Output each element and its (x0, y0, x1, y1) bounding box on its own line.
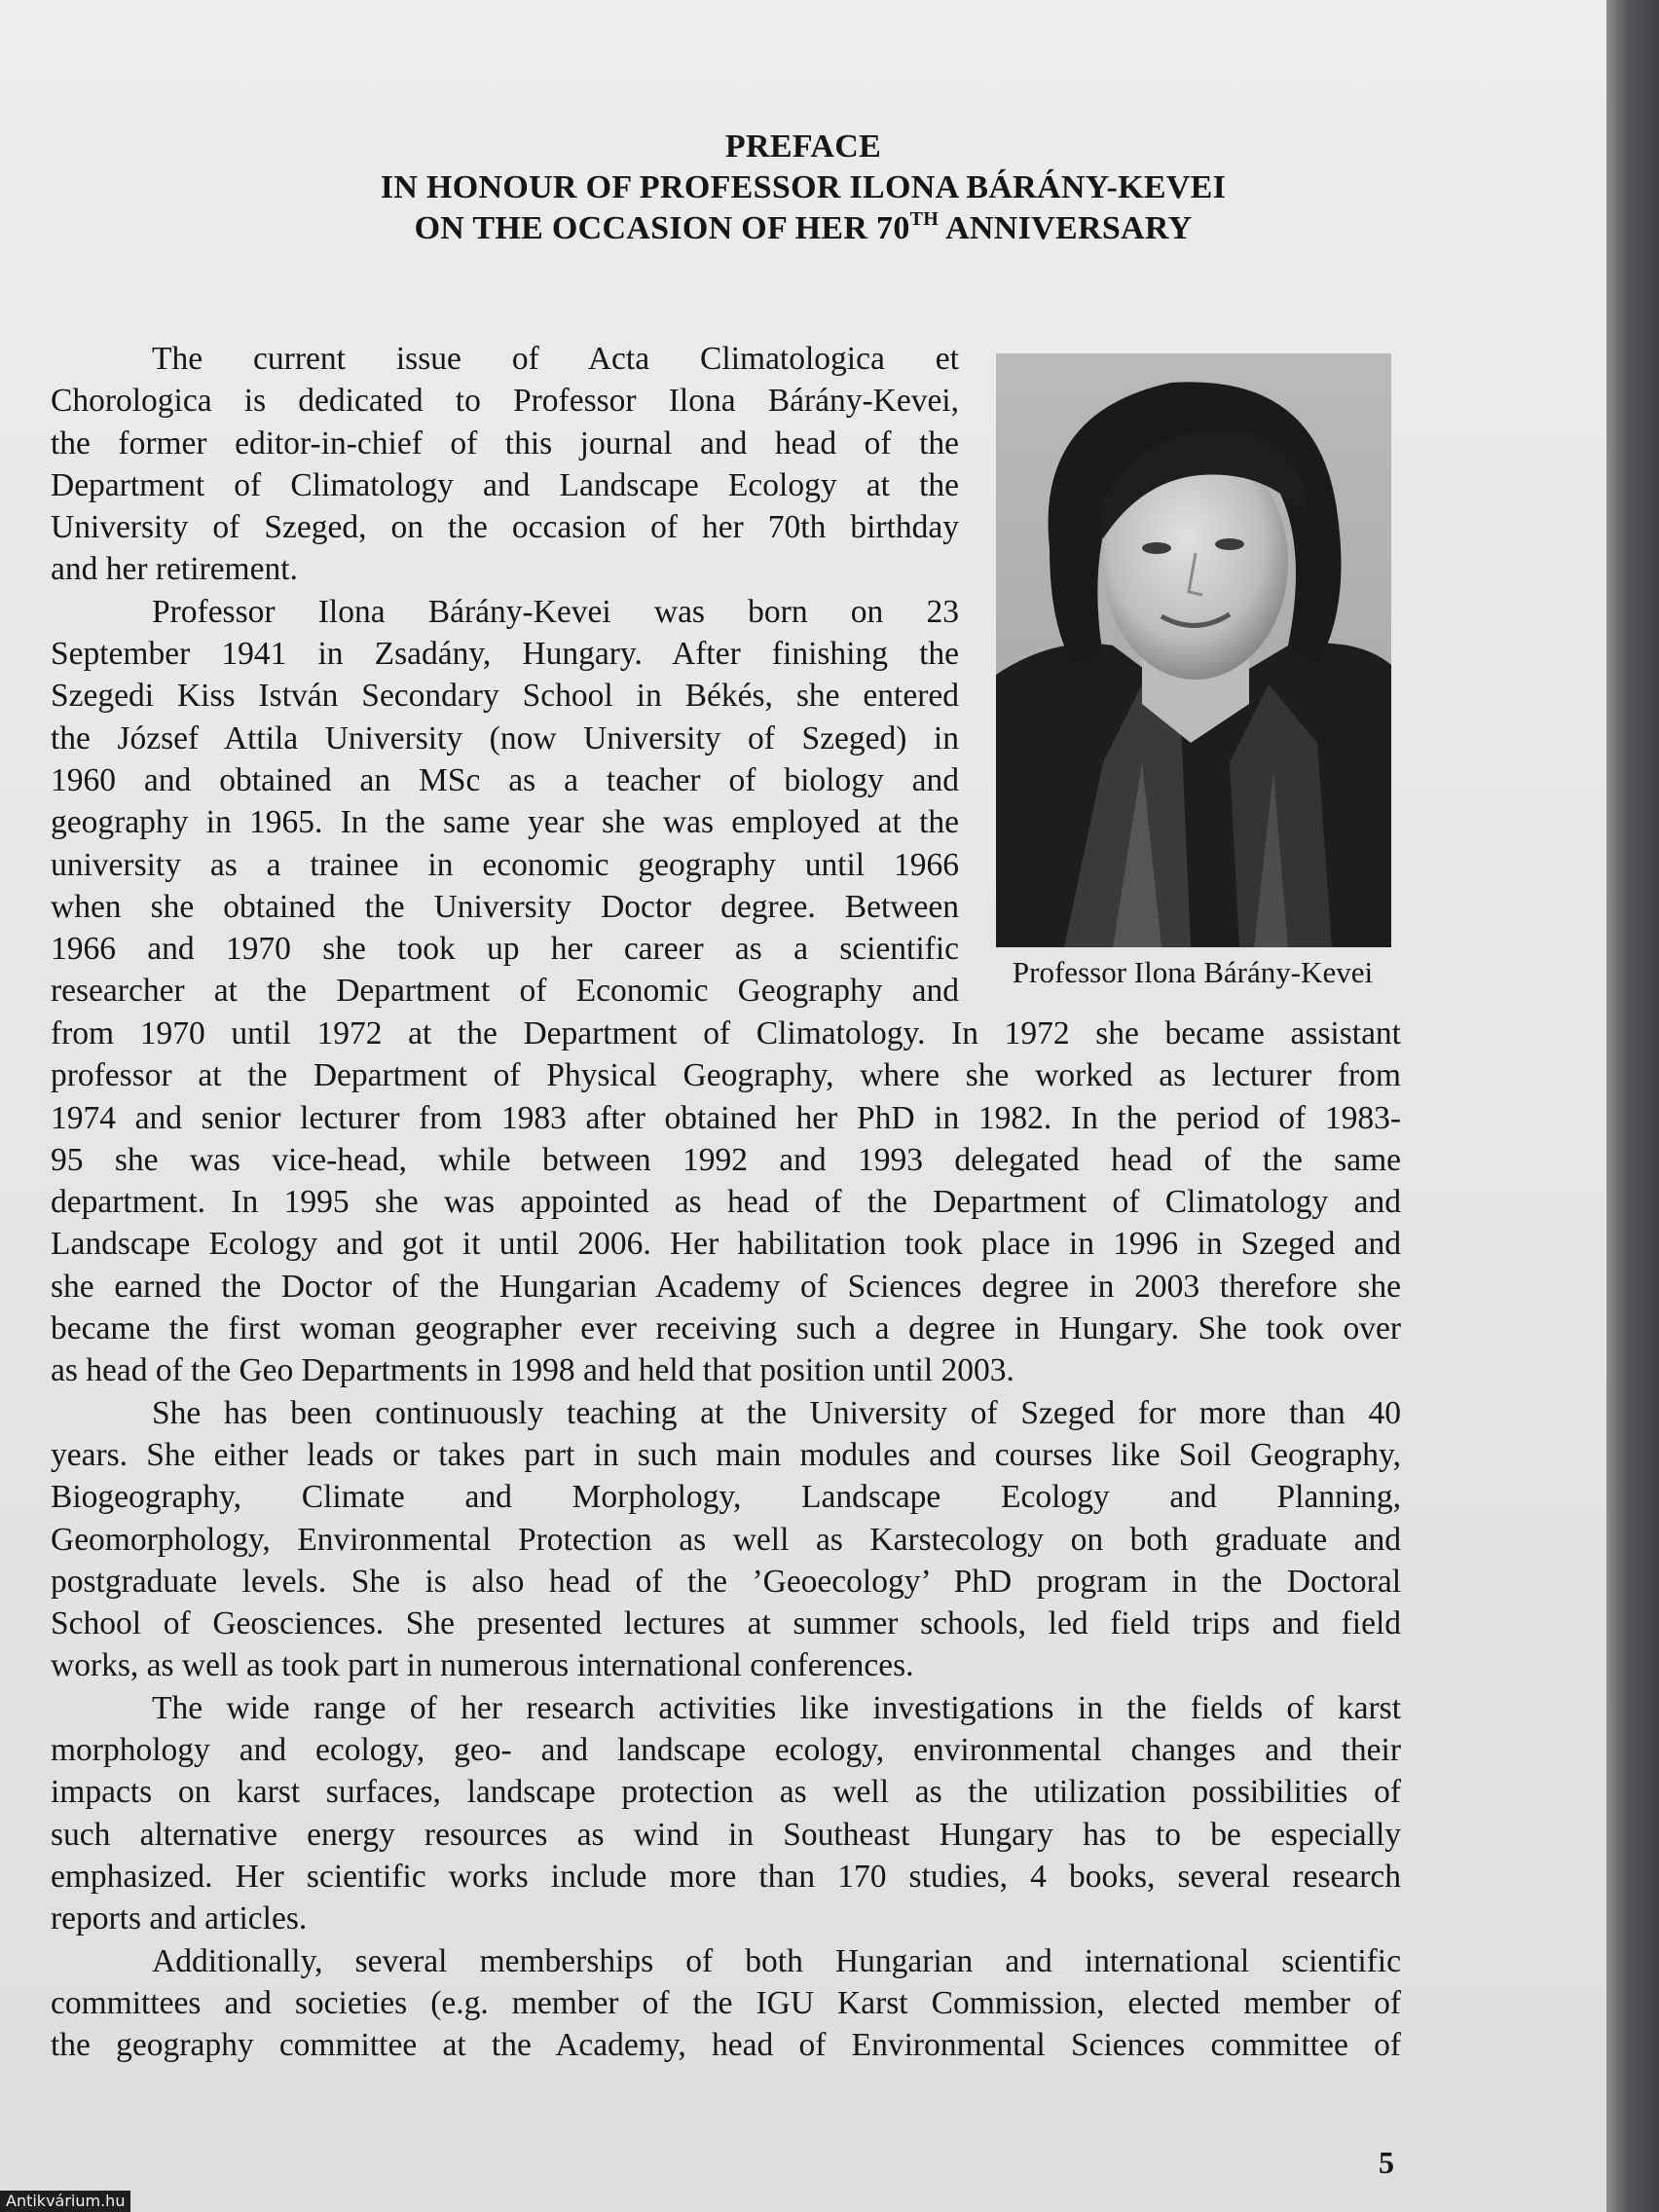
text-line: department. In 1995 she was appointed as head of the Department of Climatology and (51, 1184, 1401, 1221)
text-line: and her retirement. (51, 551, 298, 588)
text-line: Geomorphology, Environmental Protection as well as Karstecology on both graduate and (51, 1521, 1401, 1558)
text-line: 95 she was vice-head, while between 1992 and 1993 delegated head of the same (51, 1141, 1401, 1178)
text-line: September 1941 in Zsadány, Hungary. After finishing the (51, 636, 959, 673)
text-line: when she obtained the University Doctor degree. Between (51, 888, 959, 925)
heading-line-preface: PREFACE (724, 129, 882, 165)
text-line: impacts on karst surfaces, landscape protection as well as the utilization possibilities of (51, 1774, 1401, 1811)
text-line: reports and articles. (51, 1900, 308, 1937)
text-line: The current issue of Acta Climatologica et (152, 341, 959, 377)
watermark-label: Antikvárium.hu (0, 2191, 130, 2212)
text-line: geography in 1965. In the same year she was employed at the (51, 804, 959, 841)
text-line: Professor Ilona Bárány-Kevei was born on 23 (152, 593, 959, 630)
text-line: researcher at the Department of Economic Geography and (51, 973, 959, 1010)
text-line: the geography committee at the Academy, head of Environmental Sciences committee of (51, 2027, 1401, 2064)
body-text-full-width (51, 1013, 1401, 2066)
text-line: the former editor-in-chief of this journal and head of the (51, 424, 959, 461)
text-line: such alternative energy resources as wind in Southeast Hungary has to be especially (51, 1816, 1401, 1853)
text-line: Landscape Ecology and got it until 2006. Her habilitation took place in 1996 in Szeged and (51, 1226, 1401, 1263)
text-line: Department of Climatology and Landscape Ecology at the (51, 466, 959, 503)
text-line: from 1970 until 1972 at the Department of Climatology. In 1972 she became assistant (51, 1015, 1401, 1051)
text-line: became the first woman geographer ever receiving such a degree in Hungary. She took over (51, 1310, 1401, 1347)
text-line: she earned the Doctor of the Hungarian Academy of Sciences degree in 2003 therefore she (51, 1268, 1401, 1305)
text-line: Biogeography, Climate and Morphology, Landscape Ecology and Planning, (51, 1479, 1401, 1516)
text-line: Additionally, several memberships of both Hungarian and international scientific (152, 1942, 1401, 1979)
text-line: postgraduate levels. She is also head of the ’Geoecology’ PhD program in the Doctoral (51, 1563, 1401, 1600)
text-line: She has been continuously teaching at the University of Szeged for more than 40 (152, 1394, 1401, 1431)
text-line: 1974 and senior lecturer from 1983 after obtained her PhD in 1982. In the period of 1983- (51, 1099, 1401, 1136)
text-line: Szegedi Kiss István Secondary School in Békés, she entered (51, 678, 959, 715)
heading-anniversary-text: ANNIVERSARY (939, 210, 1193, 246)
page-edge-shadow (1606, 0, 1659, 2212)
text-line: School of Geosciences. She presented lectures at summer schools, led field trips and field (51, 1605, 1401, 1642)
preface-heading (0, 127, 1606, 249)
text-line: The wide range of her research activities like investigations in the fields of karst (152, 1689, 1401, 1726)
text-line: 1960 and obtained an MSc as a teacher of biology and (51, 761, 959, 798)
text-line: as head of the Geo Departments in 1998 and held that position until 2003. (51, 1352, 1014, 1389)
heading-line-occasion (0, 208, 1606, 249)
portrait-photo (996, 353, 1391, 947)
heading-line-honour: IN HONOUR OF PROFESSOR ILONA BÁRÁNY-KEVEI (380, 169, 1227, 205)
text-line: the József Attila University (now University of Szeged) in (51, 719, 959, 756)
text-line: works, as well as took part in numerous international conferences. (51, 1647, 914, 1684)
photo-caption: Professor Ilona Bárány-Kevei (1012, 955, 1374, 989)
portrait-image (996, 353, 1391, 947)
heading-occasion-text: ON THE OCCASION OF HER 70 (414, 210, 910, 246)
text-line: 1966 and 1970 she took up her career as a scientific (51, 931, 959, 968)
text-line: university as a trainee in economic geography until 1966 (51, 846, 959, 883)
text-line: Chorologica is dedicated to Professor Ilona Bárány-Kevei, (51, 383, 959, 420)
text-line: emphasized. Her scientific works include more than 170 studies, 4 books, several research (51, 1858, 1401, 1895)
page-number: 5 (1379, 2145, 1394, 2180)
text-line: years. She either leads or takes part in such main modules and courses like Soil Geography, (51, 1436, 1401, 1473)
text-line: University of Szeged, on the occasion of her 70th birthday (51, 509, 959, 546)
text-line: morphology and ecology, geo- and landscape ecology, environmental changes and their (51, 1732, 1401, 1769)
heading-superscript: TH (909, 208, 940, 230)
text-line: professor at the Department of Physical Geography, where she worked as lecturer from (51, 1057, 1401, 1094)
text-line: committees and societies (e.g. member of the IGU Karst Commission, elected member of (51, 1984, 1401, 2021)
body-text-beside-photo (51, 338, 959, 1013)
